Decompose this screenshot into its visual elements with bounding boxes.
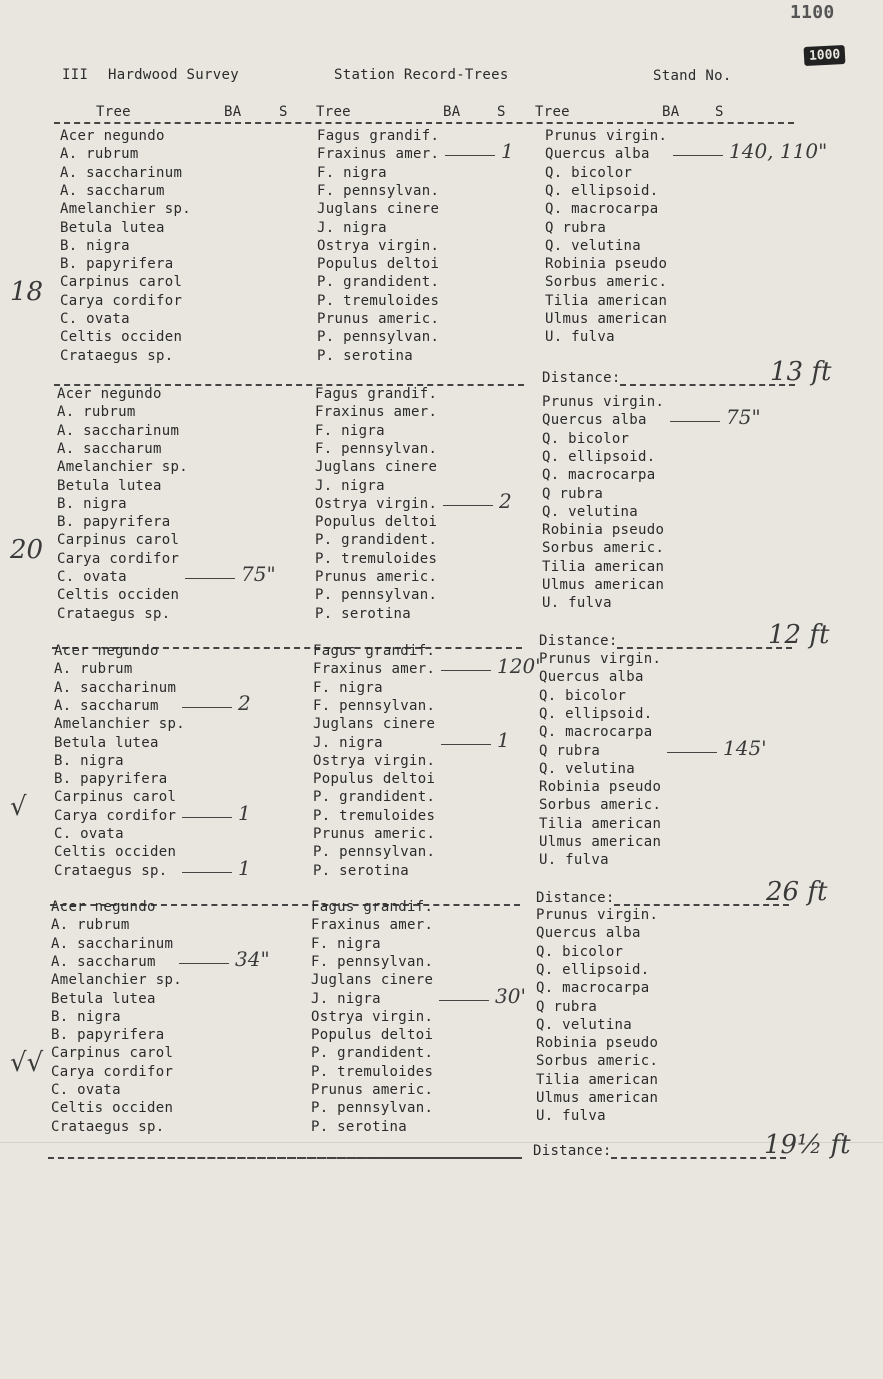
station-1-col2-row-3: F. pennsylvan. [317,182,440,199]
station-3-note-5: 1 [238,855,251,880]
col3-ba-header: BA [662,104,680,120]
station-1-col1-row-7: B. papyrifera [60,256,174,273]
station-1-note-0: 1 [501,139,514,164]
station-4-note-0: 34" [235,946,270,971]
station-2-note-2: 75" [241,562,276,586]
station-1-col1-row-11: Celtis occiden [60,329,183,346]
station-4-col3-row-2: Q. bicolor [536,943,624,960]
station-2-col2-row-6: Ostrya virgin. [315,495,438,512]
station-4-col1-row-2: A. saccharinum [51,935,174,952]
station-1-col3-row-3: Q. ellipsoid. [545,182,659,199]
station-4-col1-row-9: Carya cordifor [51,1063,174,1080]
station-1-note-1: 140, 110" [729,139,828,164]
station-4-col3-row-3: Q. ellipsoid. [536,961,650,978]
station-4-distance-value: 19½ ft [764,1130,851,1160]
station-2-col1-row-9: Carya cordifor [57,550,180,567]
station-1-col3-row-11: U. fulva [545,329,615,346]
station-3-col2-row-8: P. grandident. [313,789,436,806]
station-4-col2-row-9: P. tremuloides [311,1063,434,1080]
station-2-note-0: 75" [726,405,761,430]
station-1-note-1-stroke [673,155,723,156]
station-1-col1-row-12: Crataegus sp. [60,347,174,364]
station-4-note-1-stroke [439,1000,489,1001]
station-1-col1-row-9: Carya cordifor [60,292,183,309]
paper-fold [0,1142,883,1143]
station-1-col1-row-6: B. nigra [60,237,130,254]
station-3-note-0-stroke [441,670,491,671]
station-1-col3-row-0: Prunus virgin. [545,128,668,144]
station-4-col2-row-7: Populus deltoi [311,1027,434,1044]
station-3-col3-row-11: U. fulva [539,852,609,869]
station-4-col1-row-11: Celtis occiden [51,1100,174,1117]
station-2-col1-row-0: Acer negundo [57,386,162,402]
station-4-col3-row-7: Robinia pseudo [536,1035,659,1052]
station-2-col3-row-7: Robinia pseudo [542,522,665,539]
station-2-col3-row-1: Quercus alba [542,412,647,429]
station-2-col2-row-2: F. nigra [315,422,385,439]
station-2-col3-row-5: Q rubra [542,485,604,502]
station-4-col1-row-0: Acer negundo [51,899,156,915]
station-2-distance-label: Distance: [539,633,618,649]
station-3-col2-row-4: Juglans cinere [313,716,436,733]
station-3-col3-row-7: Robinia pseudo [539,779,662,796]
station-1-distance-value: 13 ft [770,357,832,387]
station-3-col1-row-4: Amelanchier sp. [54,716,185,733]
station-2-col2-row-0: Fagus grandif. [315,386,438,402]
station-1-note-0-stroke [445,155,495,156]
station-1-side-tally: 18 [10,277,44,307]
station-1-distance-line [620,384,795,386]
station-3-col2-row-0: Fagus grandif. [313,643,436,659]
station-2-col3-row-8: Sorbus americ. [542,540,665,557]
station-4-col2-row-1: Fraxinus amer. [311,917,434,934]
station-1-col2-row-7: Populus deltoi [317,256,440,273]
col2-ba-header: BA [443,104,461,120]
col1-s-header: S [279,104,288,120]
station-3-side-tally: √ [10,792,27,822]
station-4-col3-row-0: Prunus virgin. [536,907,659,923]
station-2-col2-row-10: Prunus americ. [315,569,438,585]
station-3-col1-row-3: A. saccharum [54,697,159,714]
station-3-col3-row-3: Q. ellipsoid. [539,705,653,722]
station-4-col2-row-3: F. pennsylvan. [311,953,434,970]
station-1-col2-row-6: Ostrya virgin. [317,237,440,254]
station-1-col1-row-0: Acer negundo [60,128,165,144]
station-4-distance-line [611,1157,786,1159]
stand-number-stamp: 1000 [804,45,846,66]
station-4-col1-row-8: Carpinus carol [51,1045,174,1062]
station-3-note-2: 1 [497,727,510,752]
station-1-col1-row-8: Carpinus carol [60,274,183,291]
station-4-col3-row-4: Q. macrocarpa [536,980,650,997]
station-2-col1-row-11: Celtis occiden [57,587,180,604]
station-3-col1-row-1: A. rubrum [54,661,133,678]
station-2-col2-row-4: Juglans cinere [315,459,438,476]
station-4-col2-row-5: J. nigra [311,990,381,1007]
station-2-col1-row-10: C. ovata [57,569,127,585]
series-label: III [62,67,89,83]
station-4-col2-row-6: Ostrya virgin. [311,1008,434,1025]
station-1-col2-row-10: Prunus americ. [317,311,440,327]
station-2-col2-row-3: F. pennsylvan. [315,440,438,457]
station-1-col3-row-8: Sorbus americ. [545,274,668,291]
station-3-col2-row-2: F. nigra [313,679,383,696]
header-divider [54,122,794,124]
station-3-col3-row-6: Q. velutina [539,760,636,777]
station-3-distance-label: Distance: [536,890,615,906]
station-1-col3-row-9: Tilia american [545,292,668,309]
station-2-note-2-stroke [185,578,235,579]
station-2-note-1: 2 [499,488,512,513]
station-1-col2-row-1: Fraxinus amer. [317,146,440,163]
station-1-col2-row-2: F. nigra [317,164,387,181]
station-4-col3-row-10: Ulmus american [536,1090,659,1106]
station-2-col1-row-7: B. papyrifera [57,514,171,531]
station-3-col3-row-1: Quercus alba [539,669,644,686]
station-4-col1-row-4: Amelanchier sp. [51,972,182,989]
station-2-col1-row-1: A. rubrum [57,404,136,421]
station-2-col3-row-6: Q. velutina [542,503,639,520]
station-1-col3-row-6: Q. velutina [545,237,642,254]
station-3-col1-row-6: B. nigra [54,752,124,769]
station-4-col2-row-0: Fagus grandif. [311,899,434,915]
station-1-col1-row-4: Amelanchier sp. [60,201,191,218]
stand-label: Stand No. [653,68,732,84]
station-3-col1-row-11: Celtis occiden [54,844,177,861]
station-3-note-0: 120' [497,654,541,679]
station-2-col2-row-11: P. pennsylvan. [315,587,438,604]
station-2-distance-line [617,647,792,649]
station-3-col1-row-2: A. saccharinum [54,679,177,696]
station-2-col3-row-9: Tilia american [542,558,665,575]
station-2-col2-row-1: Fraxinus amer. [315,404,438,421]
station-1-col3-row-7: Robinia pseudo [545,256,668,273]
station-1-col1-row-1: A. rubrum [60,146,139,163]
station-4-col3-row-8: Sorbus americ. [536,1053,659,1070]
station-2-col3-row-2: Q. bicolor [542,430,630,447]
station-3-col2-row-1: Fraxinus amer. [313,661,436,678]
station-1-col2-row-9: P. tremuloides [317,292,440,309]
station-1-col3-row-5: Q rubra [545,219,607,236]
station-4-col3-row-11: U. fulva [536,1108,606,1125]
station-3-col1-row-9: Carya cordifor [54,807,177,824]
station-2-col1-row-3: A. saccharum [57,440,162,457]
station-2-col3-row-10: Ulmus american [542,577,665,593]
station-2-note-1-stroke [443,505,493,506]
station-1-col2-row-11: P. pennsylvan. [317,329,440,346]
col3-s-header: S [715,104,724,120]
record-title: Station Record-Trees [334,67,509,83]
col2-tree-header: Tree [316,104,351,120]
station-3-note-3-stroke [667,752,717,753]
station-4-col2-row-2: F. nigra [311,935,381,952]
station-3-col3-row-10: Ulmus american [539,834,662,850]
station-3-col1-row-10: C. ovata [54,826,124,842]
col1-ba-header: BA [224,104,242,120]
station-3-col3-row-0: Prunus virgin. [539,651,662,667]
survey-title: Hardwood Survey [108,67,239,83]
station-4-col2-row-4: Juglans cinere [311,972,434,989]
station-1-col2-row-8: P. grandident. [317,274,440,291]
station-2-col1-row-2: A. saccharinum [57,422,180,439]
col2-s-header: S [497,104,506,120]
station-3-col3-row-9: Tilia american [539,815,662,832]
station-2-side-tally: 20 [10,535,44,565]
station-2-col2-row-8: P. grandident. [315,532,438,549]
station-3-col3-row-2: Q. bicolor [539,687,627,704]
station-4-col1-row-6: B. nigra [51,1008,121,1025]
station-3-col1-row-12: Crataegus sp. [54,862,168,879]
station-3-note-5-stroke [182,872,232,873]
station-4-col1-row-7: B. papyrifera [51,1027,165,1044]
station-4-col1-row-3: A. saccharum [51,953,156,970]
station-3-note-4-stroke [182,817,232,818]
station-1-col3-row-4: Q. macrocarpa [545,201,659,218]
station-3-col3-row-8: Sorbus americ. [539,797,662,814]
station-3-col2-row-6: Ostrya virgin. [313,752,436,769]
station-2-col3-row-0: Prunus virgin. [542,394,665,410]
station-3-col2-row-12: P. serotina [313,862,410,879]
station-2-col2-row-9: P. tremuloides [315,550,438,567]
station-3-col2-row-11: P. pennsylvan. [313,844,436,861]
station-4-col3-row-5: Q rubra [536,998,598,1015]
station-1-col1-row-2: A. saccharinum [60,164,183,181]
station-4-col1-row-12: Crataegus sp. [51,1118,165,1135]
station-1-col1-row-10: C. ovata [60,311,130,327]
station-2-col1-row-12: Crataegus sp. [57,605,171,622]
station-2-col3-row-3: Q. ellipsoid. [542,448,656,465]
station-3-note-4: 1 [238,800,251,825]
station-4-col3-row-9: Tilia american [536,1071,659,1088]
station-4-note-0-stroke [179,963,229,964]
station-3-note-3: 145' [723,735,767,760]
station-3-col2-row-10: Prunus americ. [313,826,436,842]
station-3-col1-row-8: Carpinus carol [54,789,177,806]
station-4-col2-row-12: P. serotina [311,1118,408,1135]
station-3-col2-row-7: Populus deltoi [313,771,436,788]
station-2-col2-row-7: Populus deltoi [315,514,438,531]
station-4-col2-row-10: Prunus americ. [311,1082,434,1098]
station-3-col2-row-5: J. nigra [313,734,383,751]
station-4-col2-row-11: P. pennsylvan. [311,1100,434,1117]
station-1-col3-row-2: Q. bicolor [545,164,633,181]
station-4-col3-row-1: Quercus alba [536,925,641,942]
station-3-col3-row-4: Q. macrocarpa [539,724,653,741]
station-4-col1-row-1: A. rubrum [51,917,130,934]
station-3-note-2-stroke [441,744,491,745]
station-4-col2-row-8: P. grandident. [311,1045,434,1062]
station-3-distance-value: 26 ft [766,877,828,907]
station-3-col1-row-5: Betula lutea [54,734,159,751]
station-1-col3-row-1: Quercus alba [545,146,650,163]
page-number-stamp: 1100 [790,2,835,23]
station-4-col1-row-5: Betula lutea [51,990,156,1007]
station-1-col2-row-5: J. nigra [317,219,387,236]
station-3-note-1: 2 [238,690,251,715]
station-3-note-1-stroke [182,707,232,708]
station-4-side-tally: √√ [10,1048,44,1078]
station-4-col1-row-10: C. ovata [51,1082,121,1098]
station-3-col3-row-5: Q rubra [539,742,601,759]
station-1-col2-row-0: Fagus grandif. [317,128,440,144]
bottom-divider [48,1157,522,1159]
station-2-note-0-stroke [670,421,720,422]
station-1-col2-row-4: Juglans cinere [317,201,440,218]
station-2-col1-row-6: B. nigra [57,495,127,512]
station-4-col3-row-6: Q. velutina [536,1016,633,1033]
station-2-col2-row-5: J. nigra [315,477,385,494]
station-4-distance-label: Distance: [533,1143,612,1159]
station-1-distance-label: Distance: [542,370,621,386]
station-2-col3-row-4: Q. macrocarpa [542,467,656,484]
station-1-col2-row-12: P. serotina [317,347,414,364]
station-2-col1-row-5: Betula lutea [57,477,162,494]
station-2-col2-row-12: P. serotina [315,605,412,622]
station-1-col1-row-5: Betula lutea [60,219,165,236]
station-3-col2-row-9: P. tremuloides [313,807,436,824]
station-3-col1-row-0: Acer negundo [54,643,159,659]
station-2-col3-row-11: U. fulva [542,595,612,612]
station-2-distance-value: 12 ft [768,620,830,650]
station-3-col2-row-3: F. pennsylvan. [313,697,436,714]
station-2-col1-row-8: Carpinus carol [57,532,180,549]
col3-tree-header: Tree [535,104,570,120]
station-3-col1-row-7: B. papyrifera [54,771,168,788]
station-1-col3-row-10: Ulmus american [545,311,668,327]
station-2-col1-row-4: Amelanchier sp. [57,459,188,476]
col1-tree-header: Tree [96,104,131,120]
station-1-col1-row-3: A. saccharum [60,182,165,199]
station-4-note-1: 30' [495,983,526,1008]
